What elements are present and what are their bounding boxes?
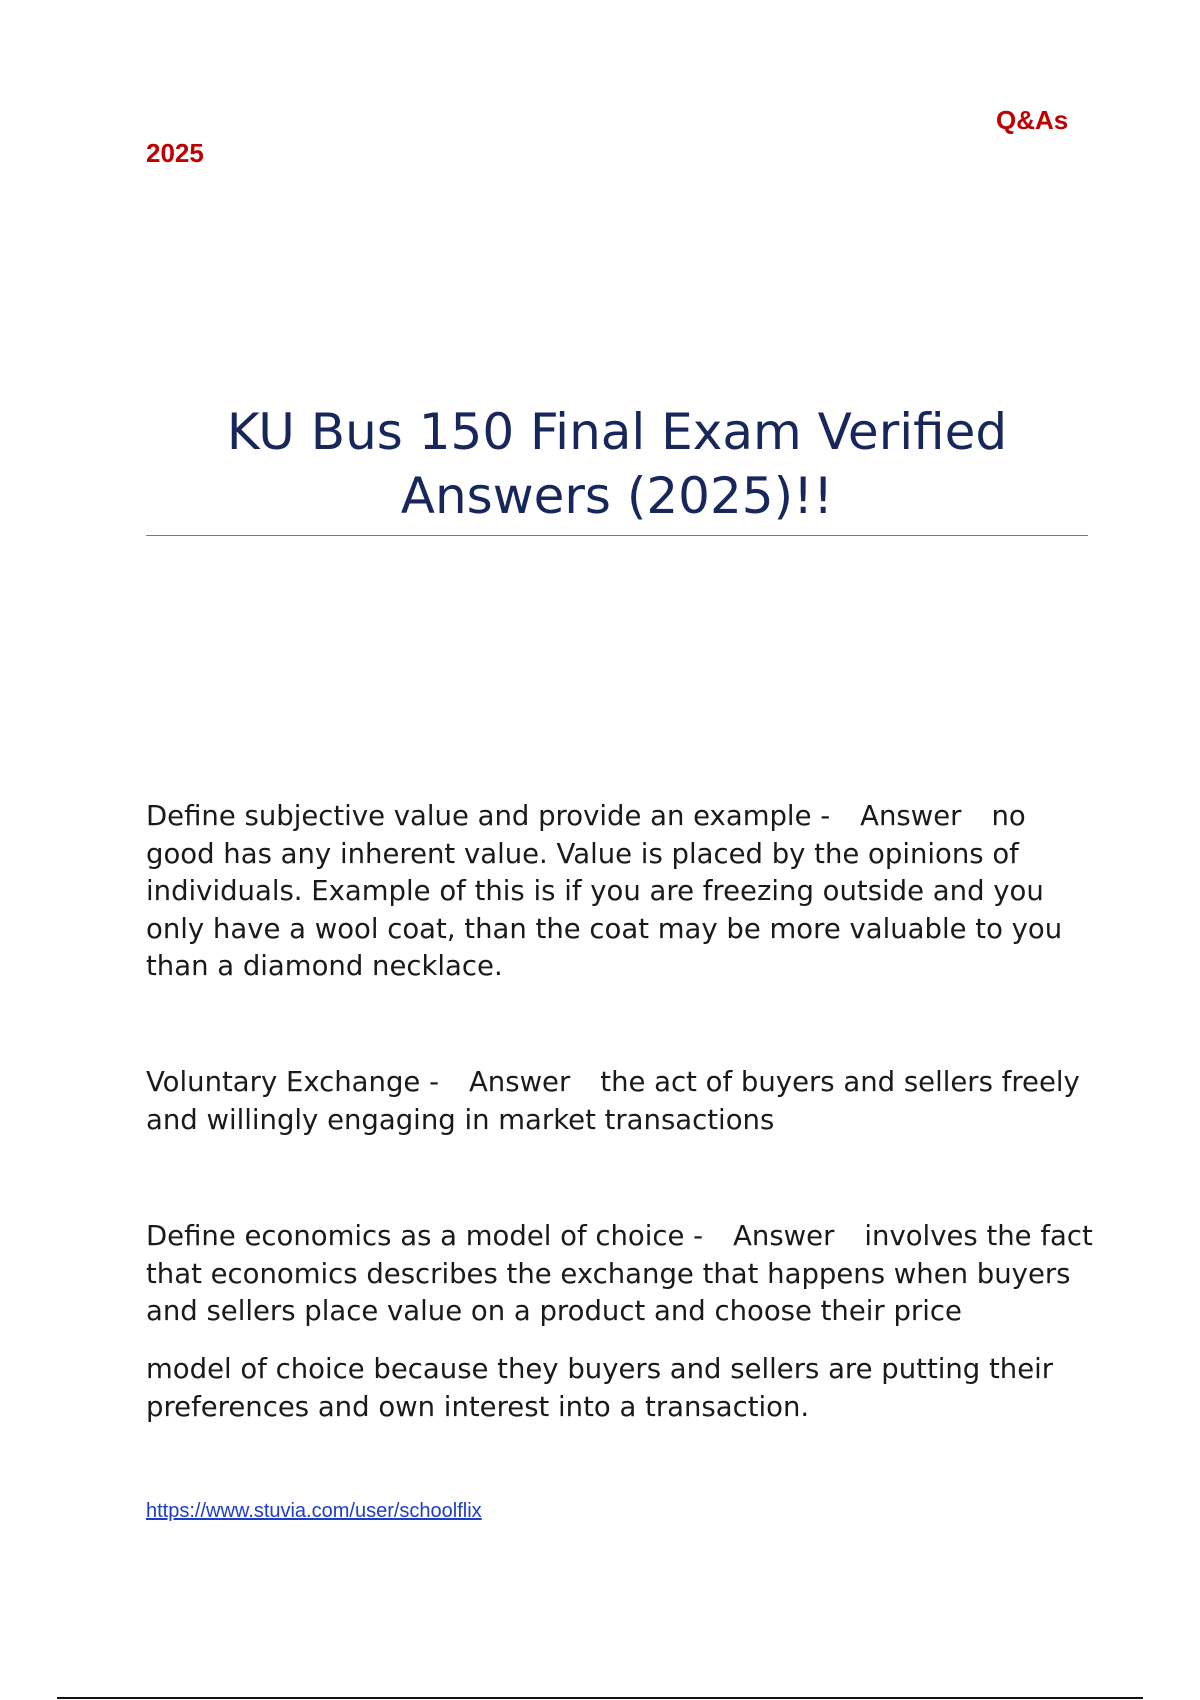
qa-question: Define economics as a model of choice -	[146, 1220, 704, 1252]
qa-answer-label: Answer	[733, 1220, 835, 1252]
header-qas-tag: Q&As	[996, 105, 1069, 135]
qa-answer-label: Answer	[469, 1066, 571, 1098]
title-underline	[146, 535, 1088, 536]
qa-item-subjective-value	[146, 798, 1094, 986]
qa-answer: the act of buyers and sellers freely and willingly engaging in market transactions	[146, 1066, 1080, 1136]
header-year: 2025	[146, 138, 204, 168]
qa-question: Voluntary Exchange -	[146, 1066, 439, 1098]
qa-item-economics-model-of-choice	[146, 1218, 1094, 1331]
footer-rule	[57, 1697, 1143, 1699]
footer-link[interactable]: https://www.stuvia.com/user/schoolflix	[146, 1500, 482, 1522]
page-title	[146, 400, 1088, 528]
qa-answer: no good has any inherent value. Value is placed by the opinions of individuals. Example of this is if you are freezing outside and you only have a wool coat, than the coat may be more valuable to you than a diamond necklace.	[146, 800, 1063, 982]
qa-item-voluntary-exchange	[146, 1064, 1094, 1139]
page-title-line-2: Answers (2025)!!	[400, 467, 834, 525]
page-title-line-1: KU Bus 150 Final Exam Verified	[226, 403, 1008, 461]
qa-question: Define subjective value and provide an example -	[146, 800, 831, 832]
qa-answer-label: Answer	[860, 800, 962, 832]
qa-answer: involves the fact that economics describes the exchange that happens when buyers and sellers place value on a product and choose their price	[146, 1220, 1093, 1327]
qa-answer-continuation: model of choice because they buyers and sellers are putting their preferences and own interest into a transaction.	[146, 1353, 1054, 1423]
